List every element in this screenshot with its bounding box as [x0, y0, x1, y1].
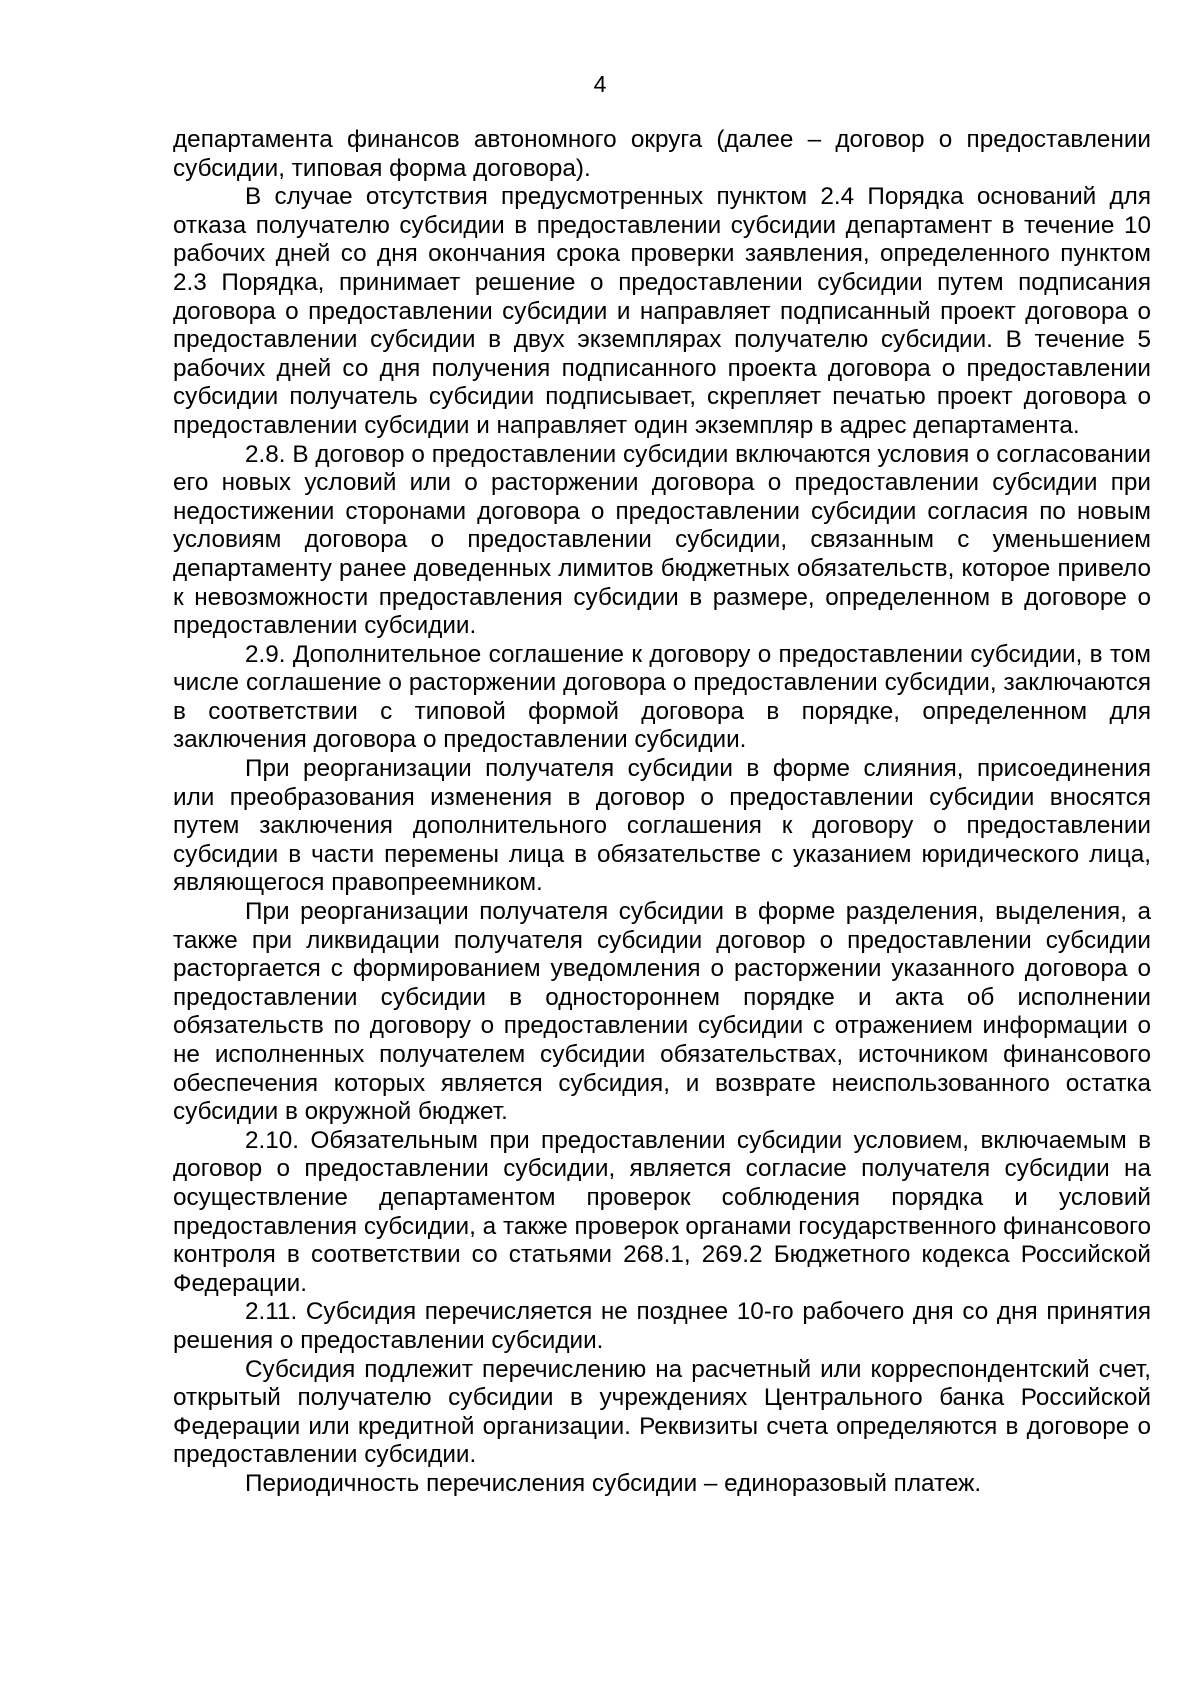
paragraph-reorganization-merger: При реорганизации получателя субсидии в форме слияния, присоединения или преобразования изменения в договор о предоставлении субсидии вносятся путем заключения дополнительного соглашения к договору о предоставлении субсидии в части перемены лица в обязательстве с указанием юридического лица, являющегося правопреемником. — [173, 755, 1151, 897]
paragraph-account-transfer: Субсидия подлежит перечислению на расчетный или корреспондентский счет, открытый получателю субсидии в учреждениях Центрального банка Российской Федерации или кредитной организации. Реквизиты счета определяются в договоре о предоставлении субсидии. — [173, 1355, 1151, 1469]
document-body — [173, 126, 1151, 1499]
paragraph-2-9: 2.9. Дополнительное соглашение к договору о предоставлении субсидии, в том числе соглашение о расторжении договора о предоставлении субсидии, заключаются в соответствии с типовой формой договора в порядке, определенном для заключения договора о предоставлении субсидии. — [173, 640, 1151, 754]
paragraph-payment-frequency: Периодичность перечисления субсидии – единоразовый платеж. — [245, 1469, 982, 1497]
paragraph-2-10: 2.10. Обязательным при предоставлении субсидии условием, включаемым в договор о предоставлении субсидии, является согласие получателя субсидии на осуществление департаментом проверок соблюдения порядка и условий предоставления субсидии, а также проверок органами государственного финансового контроля в соответствии со статьями 268.1, 269.2 Бюджетного кодекса Российской Федерации. — [173, 1126, 1151, 1297]
paragraph-reorganization-division: При реорганизации получателя субсидии в форме разделения, выделения, а также при ликвидации получателя субсидии договор о предоставлении субсидии расторгается с формированием уведомления о расторжении указанного договора о предоставлении субсидии в одностороннем порядке и акта об исполнении обязательств по договору о предоставлении субсидии с отражением информации о не исполненных получателем субсидии обязательствах, источником финансового обеспечения которых является субсидия, и возврате неиспользованного остатка субсидии в окружной бюджет. — [173, 898, 1151, 1126]
paragraph-2-8: 2.8. В договор о предоставлении субсидии включаются условия о согласовании его новых условий или о расторжении договора о предоставлении субсидии при недостижении сторонами договора о предоставлении субсидии согласия по новым условиям договора о предоставлении субсидии, связанным с уменьшением департаменту ранее доведенных лимитов бюджетных обязательств, которое привело к невозможности предоставления субсидии в размере, определенном в договоре о предоставлении субсидии. — [173, 440, 1151, 640]
paragraph-2-11: 2.11. Субсидия перечисляется не позднее 10-го рабочего дня со дня принятия решения о предоставлении субсидии. — [173, 1298, 1151, 1354]
page-number: 4 — [593, 71, 607, 97]
paragraph-continuation: департамента финансов автономного округа (далее – договор о предоставлении субсидии, типовая форма договора). — [173, 126, 1151, 182]
paragraph-subsidy-decision: В случае отсутствия предусмотренных пунктом 2.4 Порядка оснований для отказа получателю субсидии в предоставлении субсидии департамент в течение 10 рабочих дней со дня окончания срока проверки заявления, определенного пунктом 2.3 Порядка, принимает решение о предоставлении субсидии путем подписания договора о предоставлении субсидии и направляет подписанный проект договора о предоставлении субсидии в двух экземплярах получателю субсидии. В течение 5 рабочих дней со дня получения подписанного проекта договора о предоставлении субсидии получатель субсидии подписывает, скрепляет печатью проект договора о предоставлении субсидии и направляет один экземпляр в адрес департамента. — [173, 183, 1151, 439]
